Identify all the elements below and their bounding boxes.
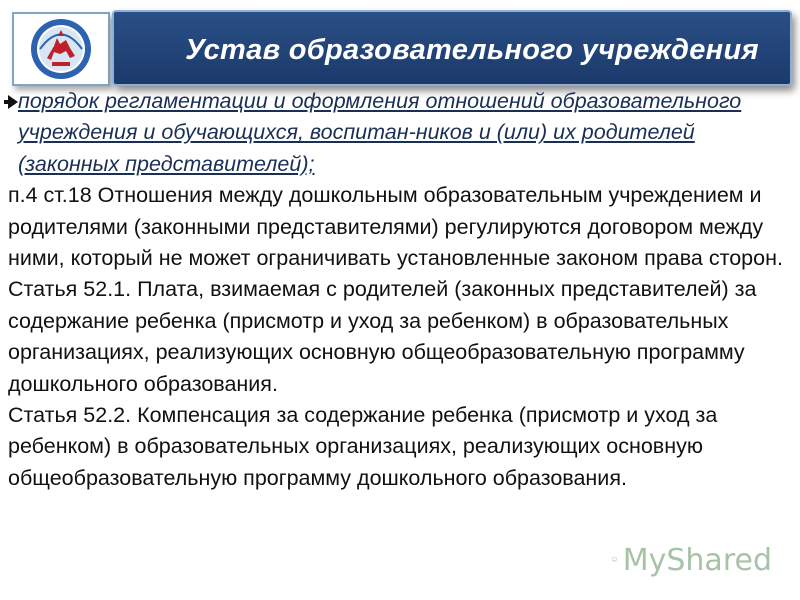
coat-of-arms-icon xyxy=(30,18,92,80)
content-body xyxy=(8,86,793,494)
arrow-bullet-icon xyxy=(8,95,18,109)
paragraph-article-52-1: Статья 52.1. Плата, взимаемая с родителей (законных представителей) за содержание ребенка (присмотр и уход за ребенком) в образовательных организациях, реализующих основную общеобразовательную программу дошкольного образования. xyxy=(8,277,757,396)
paragraph-article-52-2: Статья 52.2. Компенсация за содержание ребенка (присмотр и уход за ребенком) в образовательных организациях, реализующих основную общеобразовательную программу дошкольного образования. xyxy=(8,403,718,490)
presentation-icon xyxy=(612,545,617,575)
bullet-text: порядок регламентации и оформления отношений образовательного учреждения и обучающихся, воспитан-ников и (или) их родителей (законных представителей); xyxy=(18,89,742,176)
watermark-text: MyShared xyxy=(622,542,772,578)
page-title: Устав образовательного учреждения xyxy=(185,33,759,66)
emblem-frame xyxy=(12,12,110,86)
title-banner xyxy=(112,10,792,86)
bullet-item xyxy=(8,86,793,180)
paragraph-article-18: п.4 ст.18 Отношения между дошкольным образовательным учреждением и родителями (законными представителями) регулируются договором между ними, который не может ограничивать установленные законом права сторон. xyxy=(8,183,783,271)
watermark xyxy=(612,540,772,580)
